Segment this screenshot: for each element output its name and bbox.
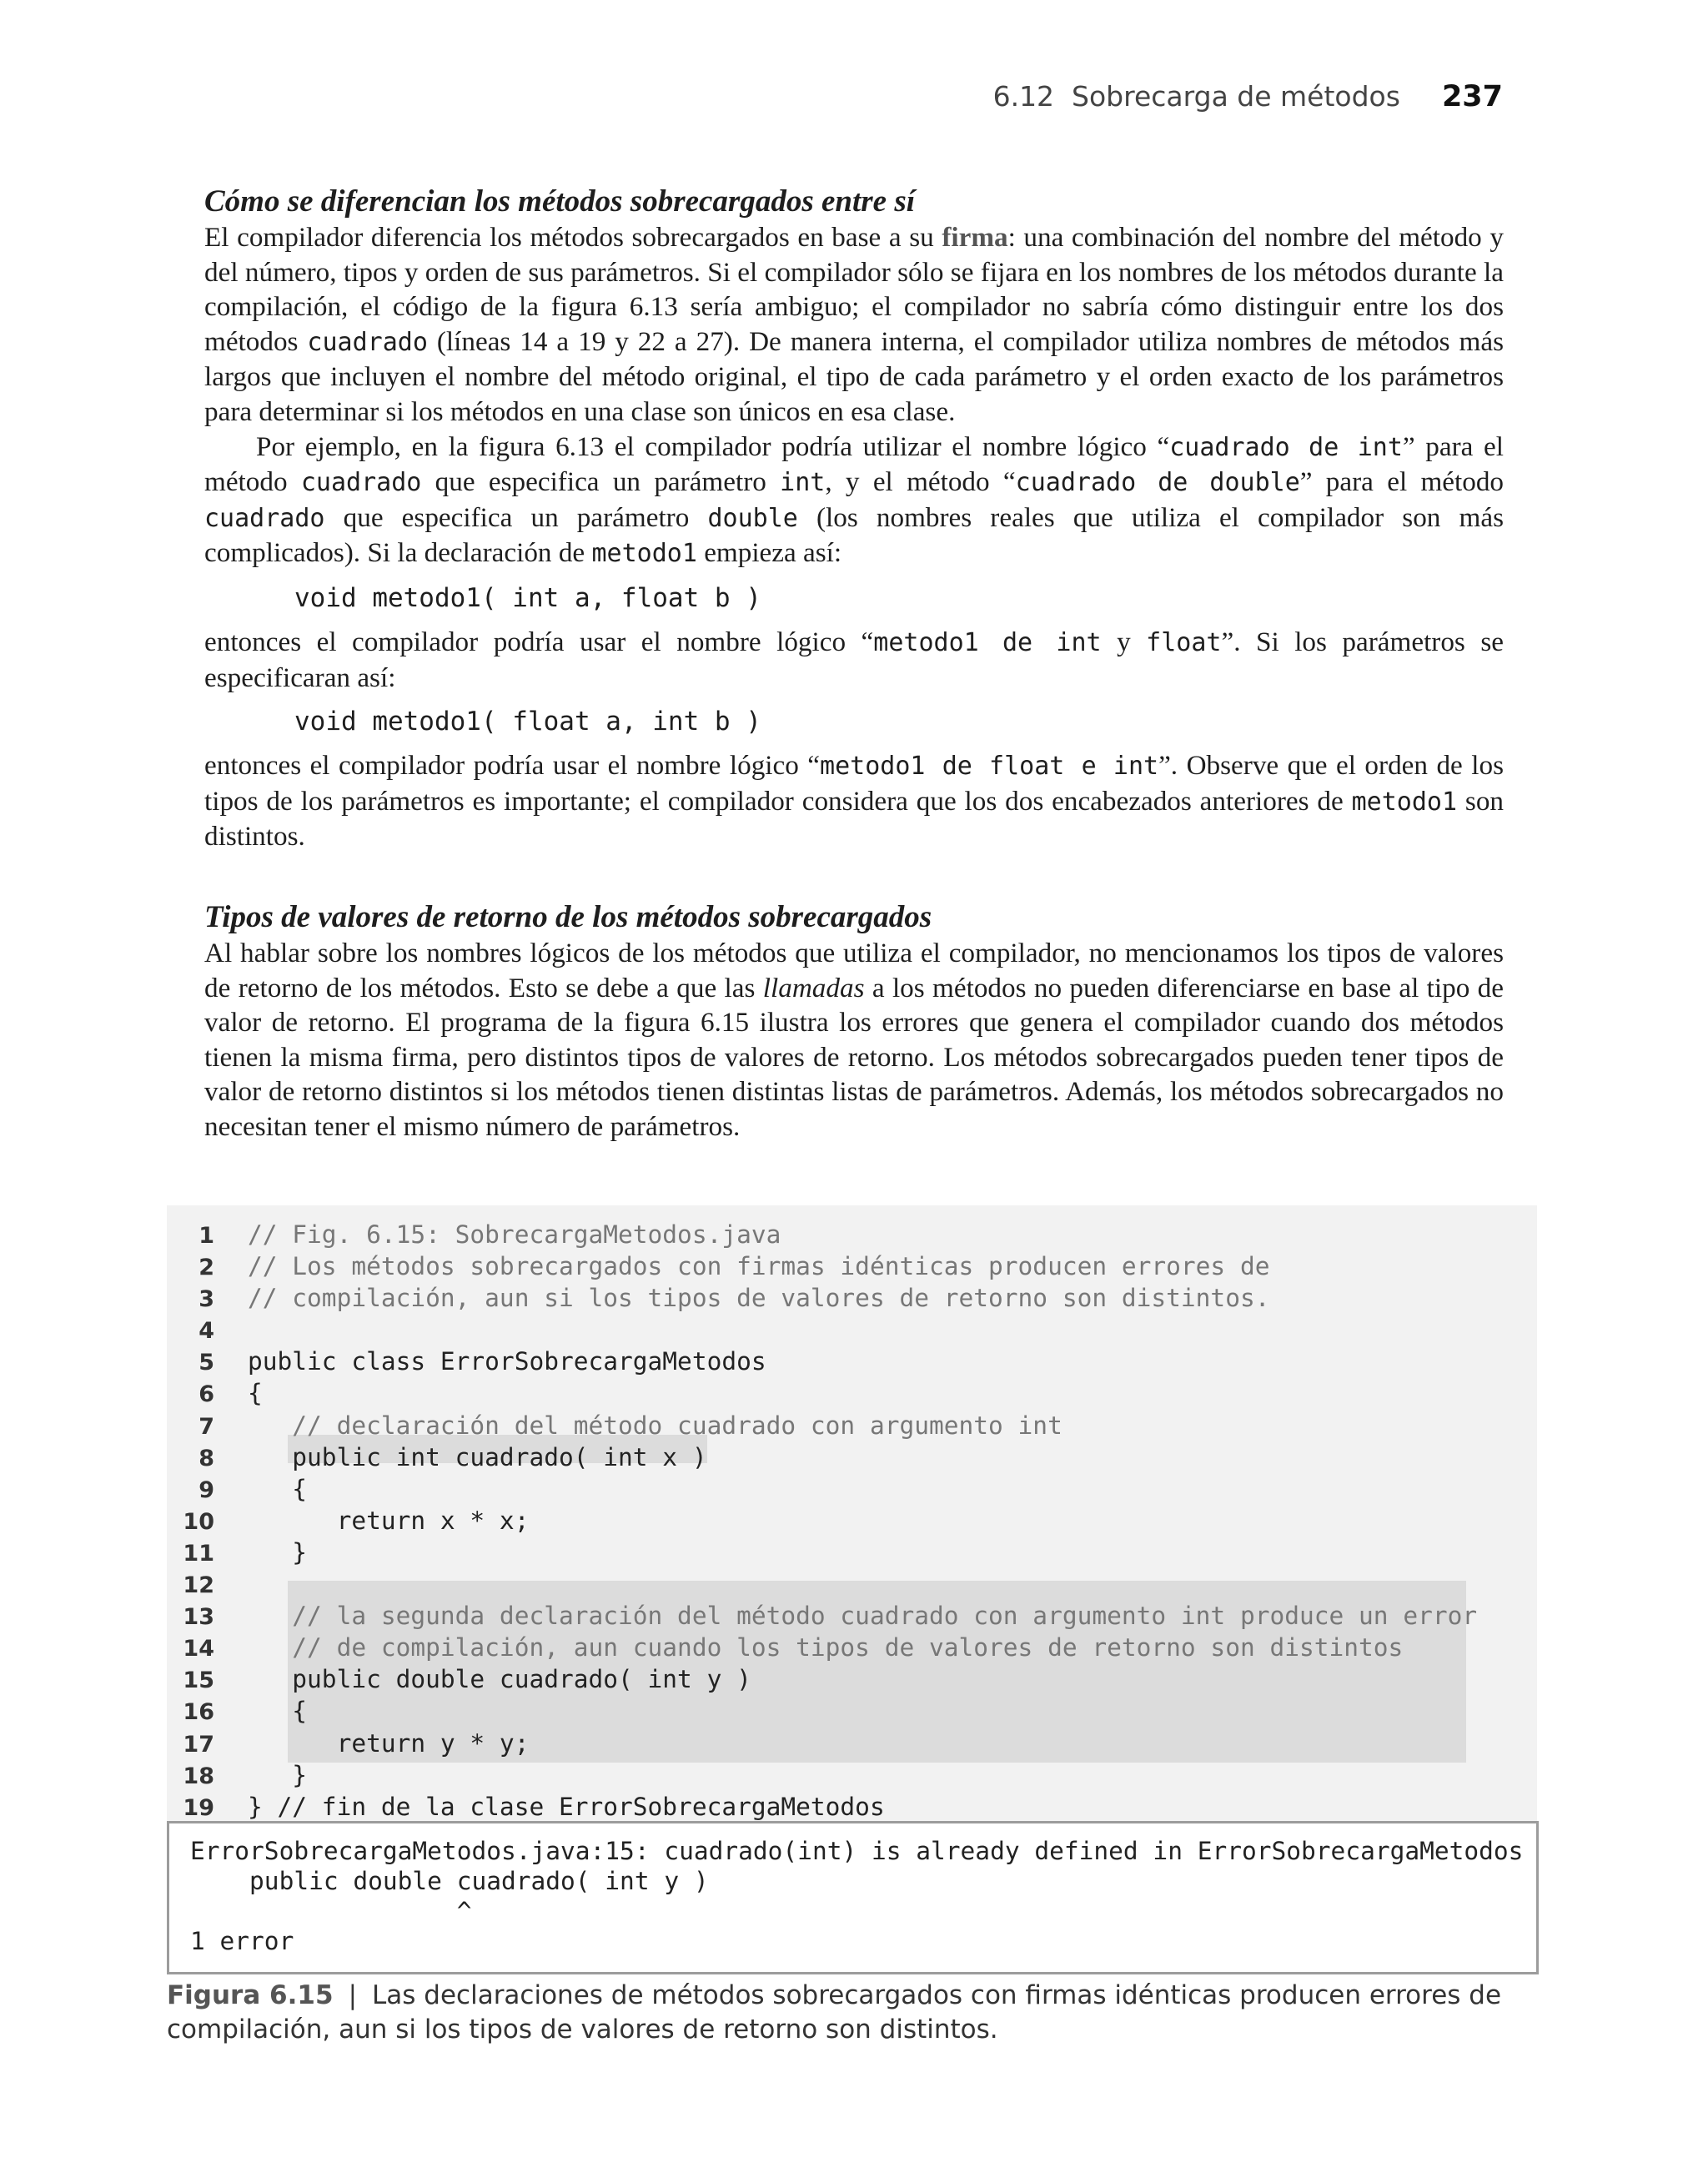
line-number: 5 xyxy=(198,1350,214,1376)
code-inline: double xyxy=(707,503,798,533)
listing-line xyxy=(167,1760,1477,1792)
listing-line xyxy=(167,1601,1477,1632)
listing-line xyxy=(167,1378,1477,1410)
line-number: 9 xyxy=(198,1476,214,1503)
code-example: void metodo1( int a, float b ) xyxy=(294,582,761,613)
output-line: ErrorSobrecargaMetodos.java:15: cuadrado(int) is already defined in ErrorSobrecargaMetodos xyxy=(190,1837,1524,1865)
line-code: // la segunda declaración del método cuadrado con argumento int produce un error xyxy=(248,1602,1478,1631)
line-code: return y * y; xyxy=(248,1728,530,1758)
code-inline: cuadrado xyxy=(307,327,428,357)
line-code: { xyxy=(248,1379,263,1408)
code-inline: cuadrado de int xyxy=(1169,432,1403,462)
listing-line xyxy=(167,1315,1477,1346)
listing-line xyxy=(167,1442,1477,1474)
line-code: } // fin de la clase ErrorSobrecargaMetodos xyxy=(248,1792,885,1821)
text: (líneas 14 a 19 y 22 a 27). De manera interna, el compilador utiliza nombres de métodos más largos que incluyen el nombre del método original, el tipo de cada parámetro y el orden exacto de los parámetros para determinar si los métodos en una clase son únicos en esa clase. xyxy=(204,325,1505,427)
paragraph xyxy=(204,430,1504,571)
text: Por ejemplo, en la figura 6.13 el compilador podría utilizar el nombre lógico “ xyxy=(256,430,1170,462)
line-code: // declaración del método cuadrado con argumento int xyxy=(248,1411,1062,1440)
line-number: 13 xyxy=(183,1604,214,1631)
section-diferencian xyxy=(204,184,1504,854)
line-code: // Los métodos sobrecargados con firmas idénticas producen errores de xyxy=(248,1252,1270,1281)
code-inline: float xyxy=(1146,627,1222,657)
term-firma: firma xyxy=(942,222,1008,253)
code-inline: cuadrado xyxy=(300,468,422,498)
listing-line xyxy=(167,1632,1477,1664)
text: entonces el compilador podría usar el nombre lógico “ xyxy=(204,750,821,782)
code-example: void metodo1( float a, int b ) xyxy=(294,707,761,737)
line-code: } xyxy=(248,1537,308,1567)
caption-text: Las declaraciones de métodos sobrecargados con firmas idénticas producen errores de compilación, aun si los tipos de valores de retorno son distintos. xyxy=(167,1980,1502,2045)
line-number: 1 xyxy=(198,1223,214,1249)
listing-line xyxy=(167,1283,1477,1315)
figure-caption xyxy=(167,1979,1543,2047)
output-line: 1 error xyxy=(190,1927,294,1955)
line-code: return x * x; xyxy=(248,1506,530,1535)
code-inline: metodo1 xyxy=(591,539,697,569)
text: : una combinación del nombre del método y del número, tipos y orden de sus parámetros. Si el compilador sólo se fijara en los nombres de los métodos durante la compilación, el código de la figura 6.13 sería ambiguo; el compilador no sabría cómo distinguir entre los dos métodos xyxy=(204,222,1504,357)
text: Al hablar sobre los nombres lógicos de los métodos que utiliza el compilador, no mencionamos los tipos de valores de retorno de los métodos. Esto se debe a que las xyxy=(204,938,1504,1003)
text: , y el método “ xyxy=(825,466,1016,498)
code-inline: int xyxy=(780,468,826,498)
emphasis: llamadas xyxy=(762,972,865,1003)
listing-line xyxy=(167,1411,1477,1442)
text: ” para el método xyxy=(1299,466,1505,498)
code-lines xyxy=(167,1205,1537,1823)
line-number: 19 xyxy=(183,1794,214,1821)
line-code: public int cuadrado( int x ) xyxy=(248,1442,707,1471)
listing-line xyxy=(167,1569,1477,1601)
output-line: public double cuadrado( int y ) xyxy=(190,1867,709,1895)
paragraph xyxy=(204,936,1504,1144)
code-inline: metodo1 de int xyxy=(873,627,1102,657)
listing-line xyxy=(167,1346,1477,1378)
page-number: 237 xyxy=(1441,80,1503,113)
paragraph xyxy=(204,220,1504,430)
line-code: // de compilación, aun cuando los tipos de valores de retorno son distintos xyxy=(248,1633,1404,1662)
caption-separator: | xyxy=(348,1980,358,2010)
line-number: 8 xyxy=(198,1445,214,1471)
listing-line xyxy=(167,1728,1477,1760)
output-line: ^ xyxy=(190,1897,472,1925)
line-code: } xyxy=(248,1760,308,1789)
line-number: 12 xyxy=(183,1572,214,1599)
line-number: 11 xyxy=(183,1540,214,1567)
code-inline: metodo1 de float e int xyxy=(820,752,1159,782)
listing-line xyxy=(167,1506,1477,1537)
code-inline: cuadrado de double xyxy=(1015,468,1300,498)
section-tipos-retorno xyxy=(204,899,1504,1144)
line-code: { xyxy=(248,1697,308,1726)
paragraph xyxy=(204,748,1504,854)
listing-line xyxy=(167,1664,1477,1696)
text: ”. Si los parámetros se especificaran así: xyxy=(204,626,1504,693)
line-code: public double cuadrado( int y ) xyxy=(248,1665,751,1694)
running-head xyxy=(993,80,1503,113)
compiler-output xyxy=(167,1821,1539,1974)
listing-line xyxy=(167,1220,1477,1251)
section-title: 6.12 Sobrecarga de métodos xyxy=(992,80,1400,113)
line-number: 14 xyxy=(183,1636,214,1662)
listing-line xyxy=(167,1792,1477,1823)
text: ”. Observe que el orden de los tipos de los parámetros es importante; el compilador considera que los dos encabezados anteriores de xyxy=(204,750,1504,817)
line-number: 18 xyxy=(183,1763,214,1789)
line-number: 2 xyxy=(198,1255,214,1281)
line-number: 4 xyxy=(198,1318,214,1345)
line-code: // Fig. 6.15: SobrecargaMetodos.java xyxy=(248,1220,781,1249)
section-heading: Tipos de valores de retorno de los métodos sobrecargados xyxy=(204,900,932,934)
text: a los métodos no pueden diferenciarse en base al tipo de valor de retorno. El programa de la figura 6.15 ilustra los errores que genera el compilador cuando dos métodos tienen la misma firma, pero distintos tipos de valores de retorno. Los métodos sobrecargados pueden tener tipos de valor de retorno distintos si los métodos tienen distintas listas de parámetros. Además, los métodos sobrecargados no necesitan tener el mismo número de parámetros. xyxy=(204,972,1504,1142)
section-heading: Cómo se diferencian los métodos sobrecargados entre sí xyxy=(204,184,916,219)
line-number: 15 xyxy=(183,1667,214,1694)
line-code: public class ErrorSobrecargaMetodos xyxy=(248,1347,766,1376)
figure-label: Figura 6.15 xyxy=(167,1980,334,2010)
paragraph xyxy=(204,625,1504,695)
line-number: 6 xyxy=(198,1381,214,1408)
text: y xyxy=(1101,626,1147,657)
text: que especifica un parámetro xyxy=(421,466,781,498)
line-number: 3 xyxy=(198,1286,214,1313)
listing-lines xyxy=(167,1220,1477,1823)
line-number: 16 xyxy=(183,1699,214,1726)
line-number: 17 xyxy=(183,1731,214,1758)
code-inline: cuadrado xyxy=(204,503,325,533)
text: empieza así: xyxy=(696,537,842,569)
text: son distintos. xyxy=(204,785,1505,853)
line-code: // compilación, aun si los tipos de valores de retorno son distintos. xyxy=(248,1284,1270,1313)
listing-line xyxy=(167,1474,1477,1506)
listing-line xyxy=(167,1537,1477,1569)
text: (los nombres reales que utiliza el compilador son más complicados). Si la declaración de xyxy=(204,501,1504,569)
code-inline: metodo1 xyxy=(1351,787,1458,817)
text: ” para el método xyxy=(204,430,1504,498)
line-number: 10 xyxy=(183,1508,214,1535)
text: El compilador diferencia los métodos sobrecargados en base a su xyxy=(204,222,942,253)
listing-line xyxy=(167,1696,1477,1728)
text: entonces el compilador podría usar el nombre lógico “ xyxy=(204,626,874,657)
line-number: 7 xyxy=(198,1413,214,1440)
text: que especifica un parámetro xyxy=(324,501,708,533)
line-code: { xyxy=(248,1474,308,1503)
listing-line xyxy=(167,1251,1477,1283)
